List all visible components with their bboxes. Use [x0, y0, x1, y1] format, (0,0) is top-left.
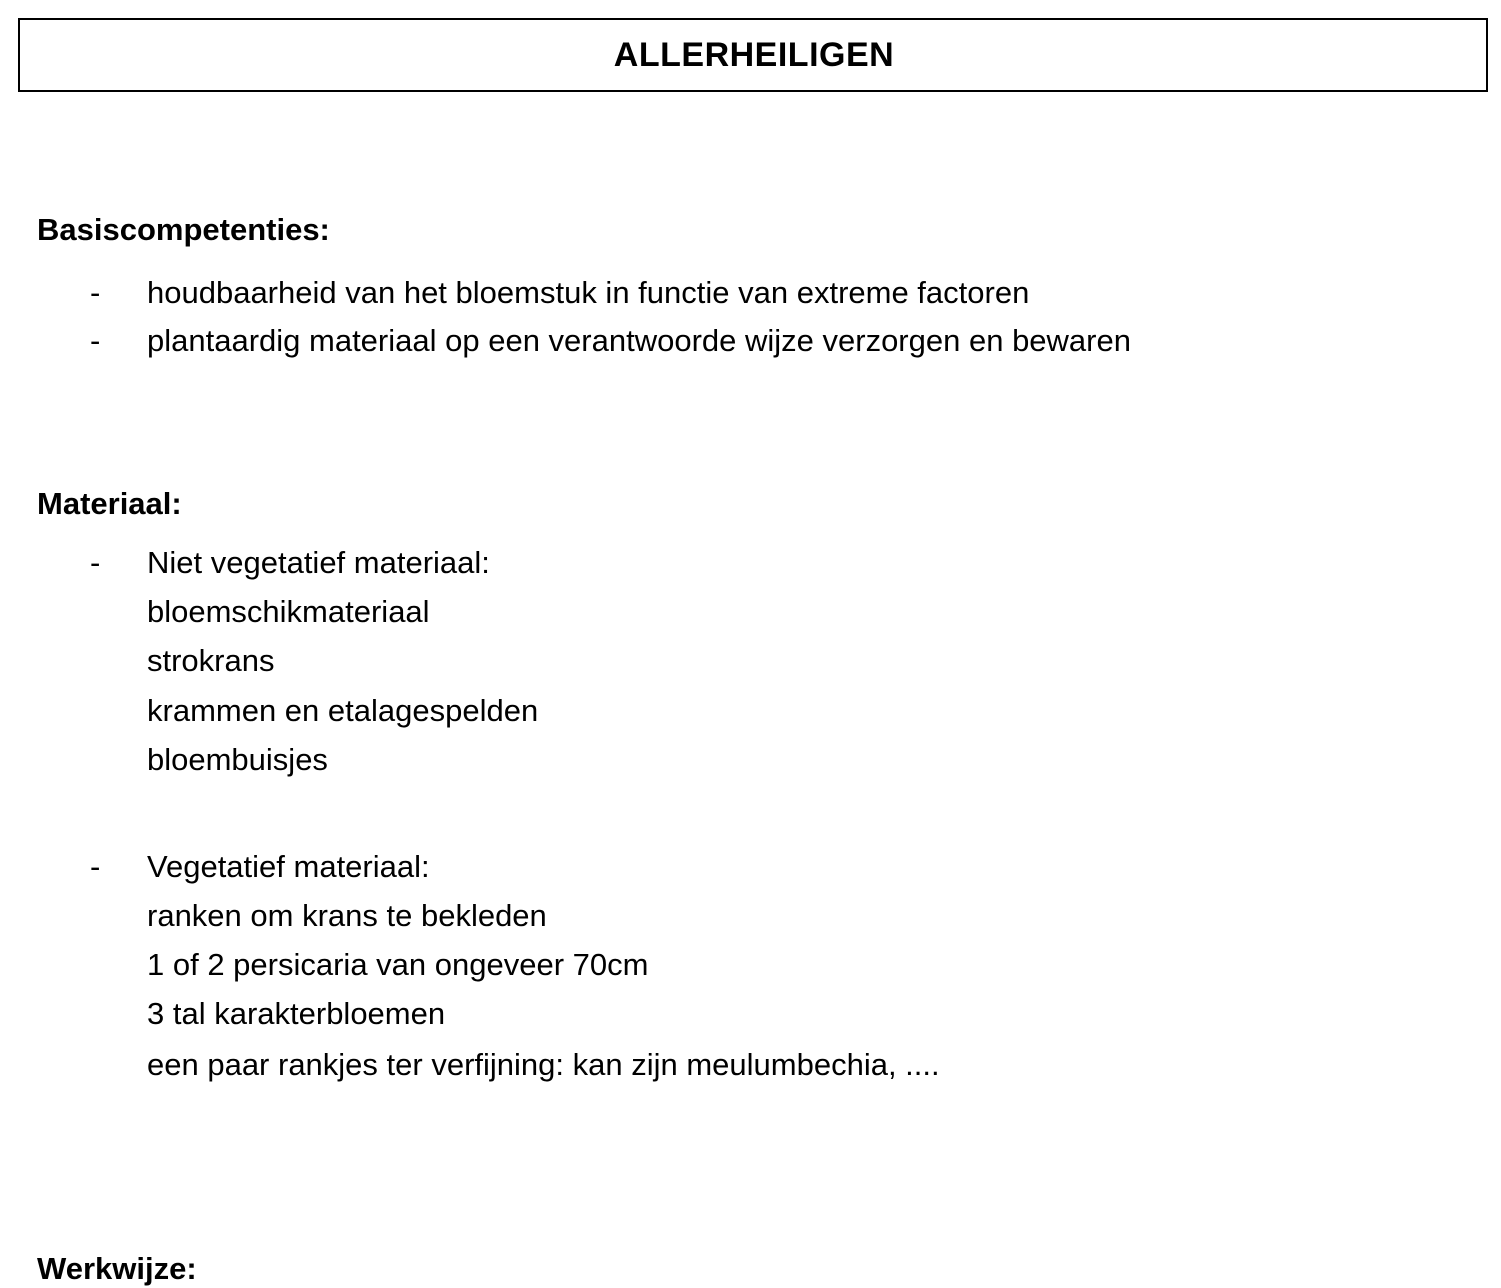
- heading-werkwijze: Werkwijze:: [37, 1251, 197, 1286]
- heading-materiaal: Materiaal:: [37, 486, 182, 521]
- list-item: krammen en etalagespelden: [147, 693, 539, 728]
- list-item: bloemschikmateriaal: [147, 594, 430, 629]
- list-item: strokrans: [147, 643, 275, 678]
- bullet-dash: -: [90, 545, 101, 580]
- list-item: 3 tal karakterbloemen: [147, 996, 446, 1031]
- list-item: bloembuisjes: [147, 742, 328, 777]
- page-title: ALLERHEILIGEN: [613, 35, 895, 74]
- heading-basiscompetenties: Basiscompetenties:: [37, 212, 330, 247]
- list-item: een paar rankjes ter verfijning: kan zijn meulumbechia, ....: [147, 1047, 940, 1082]
- group-label-niet-vegetatief: Niet vegetatief materiaal:: [147, 545, 490, 580]
- list-item: ranken om krans te bekleden: [147, 898, 547, 933]
- basis-item-2: plantaardig materiaal op een verantwoorde wijze verzorgen en bewaren: [147, 323, 1131, 358]
- group-label-vegetatief: Vegetatief materiaal:: [147, 849, 430, 884]
- basis-item-1: houdbaarheid van het bloemstuk in functie van extreme factoren: [147, 275, 1030, 310]
- bullet-dash: -: [90, 275, 101, 310]
- bullet-dash: -: [90, 849, 101, 884]
- bullet-dash: -: [90, 323, 101, 358]
- title-box: [18, 18, 1488, 92]
- list-item: 1 of 2 persicaria van ongeveer 70cm: [147, 947, 649, 982]
